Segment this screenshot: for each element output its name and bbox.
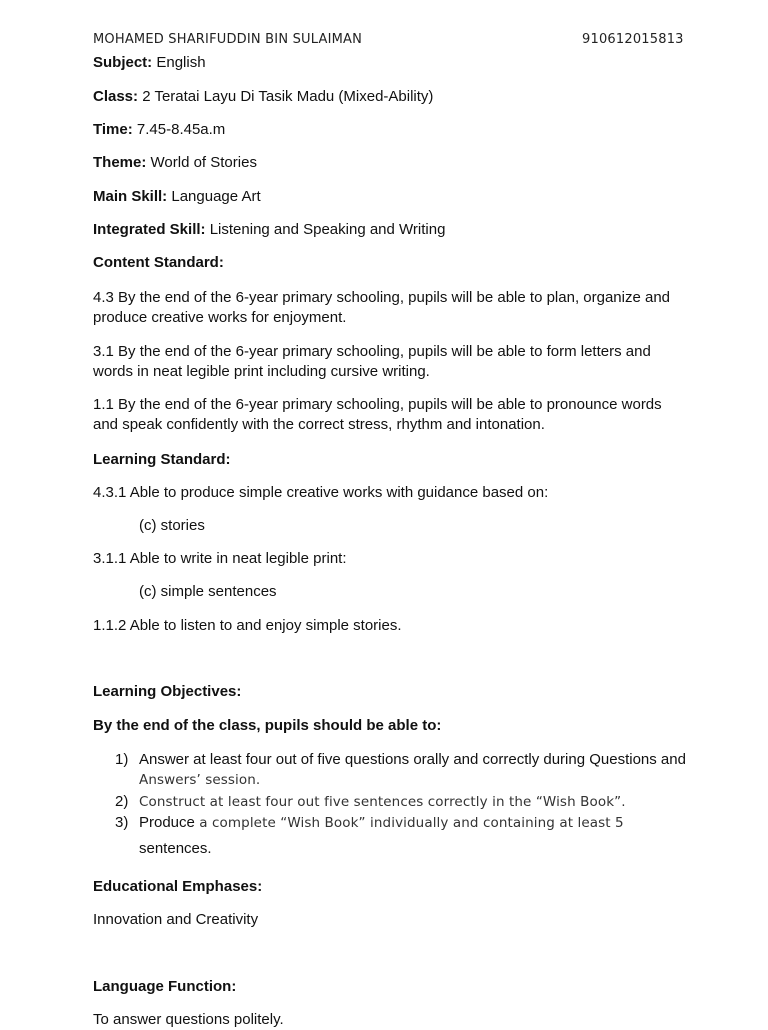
class-label: Class:: [93, 88, 139, 105]
content-standard-heading: Content Standard:: [93, 254, 224, 271]
objective-number: 1): [115, 751, 129, 768]
objective-text: Produce: [139, 814, 195, 831]
time-line: [93, 120, 225, 140]
learning-standard-item: 1.1.2 Able to listen to and enjoy simple stories.: [93, 617, 402, 634]
content-standard-item: 3.1 By the end of the 6-year primary schooling, pupils will be able to form letters and words in neat legible print including cursive writing.: [93, 343, 651, 380]
class-value: 2 Teratai Layu Di Tasik Madu (Mixed-Ability): [142, 88, 434, 105]
objective-text: Answer at least four out of five questions orally and correctly during Questions and: [139, 751, 686, 768]
objective-text-cont: Answers’ session.: [139, 772, 261, 788]
objective-number: 2): [115, 793, 129, 810]
integrated-skill-line: [93, 220, 445, 240]
objective-text-cont: a complete “Wish Book” individually and containing at least 5: [194, 815, 624, 831]
language-function-heading: Language Function:: [93, 978, 237, 995]
learning-standard-subitem: (c) stories: [139, 517, 205, 534]
content-standard-item: 4.3 By the end of the 6-year primary schooling, pupils will be able to plan, organize and produce creative works for enjoyment.: [93, 289, 671, 326]
author-id-number: 910612015813: [582, 32, 684, 47]
learning-standard-item: 4.3.1 Able to produce simple creative works with guidance based on:: [93, 484, 549, 501]
theme-label: Theme:: [93, 154, 147, 171]
time-value: 7.45-8.45a.m: [136, 121, 226, 138]
theme-value: World of Stories: [150, 154, 257, 171]
objective-number: 3): [115, 814, 129, 831]
main-skill-label: Main Skill:: [93, 188, 168, 205]
learning-objectives-heading: Learning Objectives:: [93, 683, 242, 700]
educational-emphases-value: Innovation and Creativity: [93, 911, 259, 928]
subject-label: Subject:: [93, 54, 153, 71]
content-standard-item: 1.1 By the end of the 6-year primary schooling, pupils will be able to pronounce words and speak confidently with the correct stress, rhythm and intonation.: [93, 396, 662, 433]
learning-objectives-intro: By the end of the class, pupils should be able to:: [93, 717, 442, 734]
language-function-value: To answer questions politely.: [93, 1011, 284, 1028]
learning-standard-item: 3.1.1 Able to write in neat legible print:: [93, 550, 347, 567]
objective-item: [115, 813, 690, 859]
learning-standard-subitem: (c) simple sentences: [139, 583, 277, 600]
educational-emphases-heading: Educational Emphases:: [93, 878, 263, 895]
integrated-skill-value: Listening and Speaking and Writing: [209, 221, 446, 238]
class-line: [93, 87, 433, 107]
objective-text: Construct at least four out five sentences correctly in the “Wish Book”.: [139, 794, 626, 810]
integrated-skill-label: Integrated Skill:: [93, 221, 206, 238]
objective-text-wrap: sentences.: [139, 840, 212, 857]
author-name: MOHAMED SHARIFUDDIN BIN SULAIMAN: [93, 32, 363, 47]
subject-line: [93, 53, 206, 73]
time-label: Time:: [93, 121, 133, 138]
objectives-list: [115, 750, 690, 859]
learning-standard-heading: Learning Standard:: [93, 451, 231, 468]
objective-item: [115, 792, 690, 812]
theme-line: [93, 153, 257, 173]
main-skill-value: Language Art: [171, 188, 261, 205]
objective-item: [115, 750, 690, 790]
main-skill-line: [93, 187, 261, 207]
subject-value: English: [156, 54, 206, 71]
